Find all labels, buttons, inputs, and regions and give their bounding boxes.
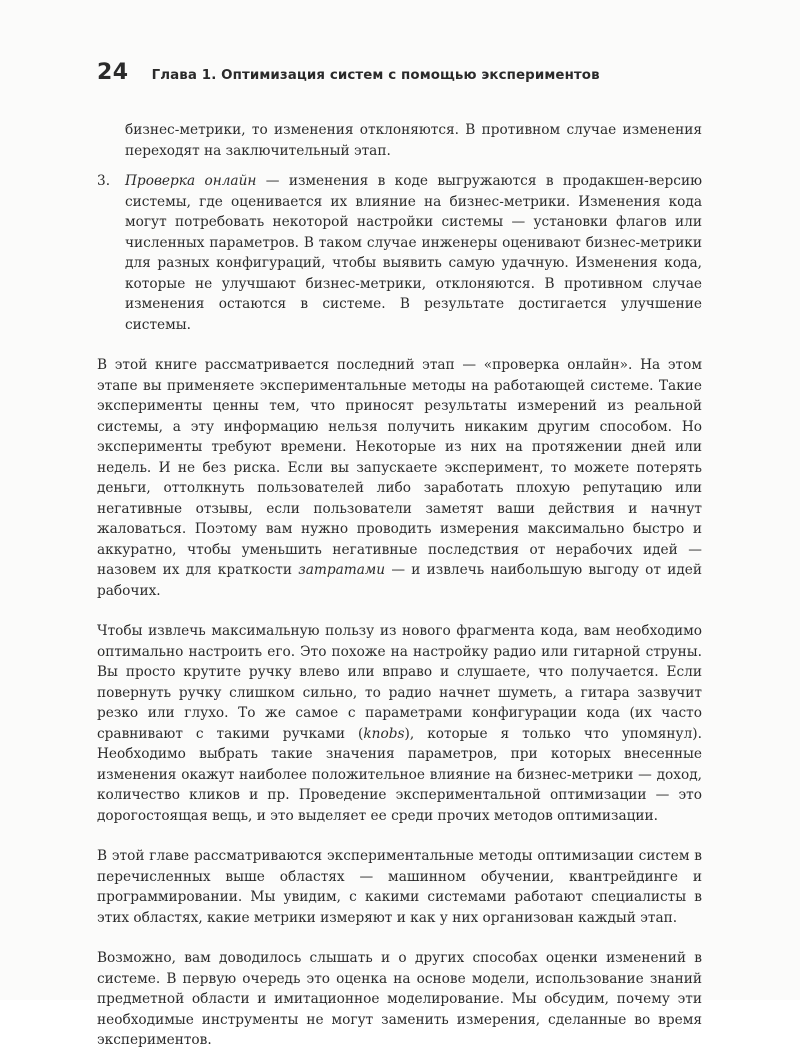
continuation-text: бизнес-метрики, то изменения отклоняются. В противном случае изменения переходят на заключительный этап. (125, 122, 702, 159)
paragraph-1-term: затратами (298, 562, 386, 578)
chapter-title: Глава 1. Оптимизация систем с помощью экспериментов (151, 68, 600, 83)
paragraph-1-text-before: В этой книге рассматривается последний этап — «проверка онлайн». На этом этапе вы применяете экспериментальные методы на работающей системе. Такие эксперименты ценны тем, что приносят результаты измерений из реальной системы, а эту информацию нельзя получить никаким другим способом. Но эксперименты требуют времени. Некоторые из них на протяжении дней или недель. И не без риска. Если вы запускаете эксперимент, то можете потерять деньги, оттолкнуть пользователей либо заработать плохую репутацию или негативные отзывы, если пользователи заметят ваши действия и начнут жаловаться. Поэтому вам нужно проводить измерения максимально быстро и аккуратно, чтобы уменьшить негативные последствия от нерабочих идей — назовем их для краткости (97, 357, 702, 578)
page-number: 24 (97, 60, 129, 85)
body-text (97, 112, 702, 1051)
paragraph-1 (97, 355, 702, 601)
list-item-term: Проверка онлайн (125, 173, 257, 189)
paragraph-3: В этой главе рассматриваются экспериментальные методы оптимизации систем в перечисленных выше областях — машинном обучении, квантрейдинге и программировании. Мы увидим, с какими системами работают специалисты в этих областях, какие метрики измеряют и как у них организован каждый этап. (97, 848, 702, 926)
paragraph-2-term: knobs (363, 725, 405, 742)
paragraph-1-text-after: — и извлечь наибольшую выгоду от идей рабочих. (97, 562, 702, 599)
list-number: 3. (97, 173, 111, 189)
paragraph-4: Возможно, вам доводилось слышать и о других способах оценки изменений в системе. В первую очередь это оценка на основе модели, использование знаний предметной области и имитационное моделирование. Мы обсудим, почему эти необходимые инструменты не могут заменить измерения, сделанные во время экспериментов. (97, 950, 702, 1048)
list-item-online-check (97, 171, 702, 335)
running-head (97, 60, 717, 90)
list-item-text: — изменения в коде выгружаются в продакшен-версию системы, где оценивается их влияние на бизнес-метрики. Изменения кода могут потребовать некоторой настройки системы — установки флагов или численных параметров. В таком случае инженеры оценивают бизнес-метрики для разных конфигураций, чтобы выявить самую удачную. Изменения кода, которые не улучшают бизнес-метрики, отклоняются. В противном случае изменения остаются в системе. В результате достигается улучшение системы. (125, 173, 702, 333)
paragraph-2-text-before: Чтобы извлечь максимальную пользу из нового фрагмента кода, вам необходимо оптимально настроить его. Это похоже на настройку радио или гитарной струны. Вы просто крутите ручку влево или вправо и слушаете, что получается. Если повернуть ручку слишком сильно, то радио начнет шуметь, а гитара зазвучит резко или глухо. То же самое с параметрами конфигурации кода (их часто сравнивают с такими ручками ( (97, 623, 702, 742)
list-item-body (125, 171, 702, 335)
paragraph-2 (97, 621, 702, 826)
paragraph-2-text-after: ), которые я только что упомянул). Необходимо выбрать такие значения параметров, при которых внесенные изменения окажут наиболее положительное влияние на бизнес-метрики — доход, количество кликов и пр. Проведение экспериментальной оптимизации — это дорогостоящая вещь, и это выделяет ее среди прочих методов оптимизации. (97, 725, 702, 824)
